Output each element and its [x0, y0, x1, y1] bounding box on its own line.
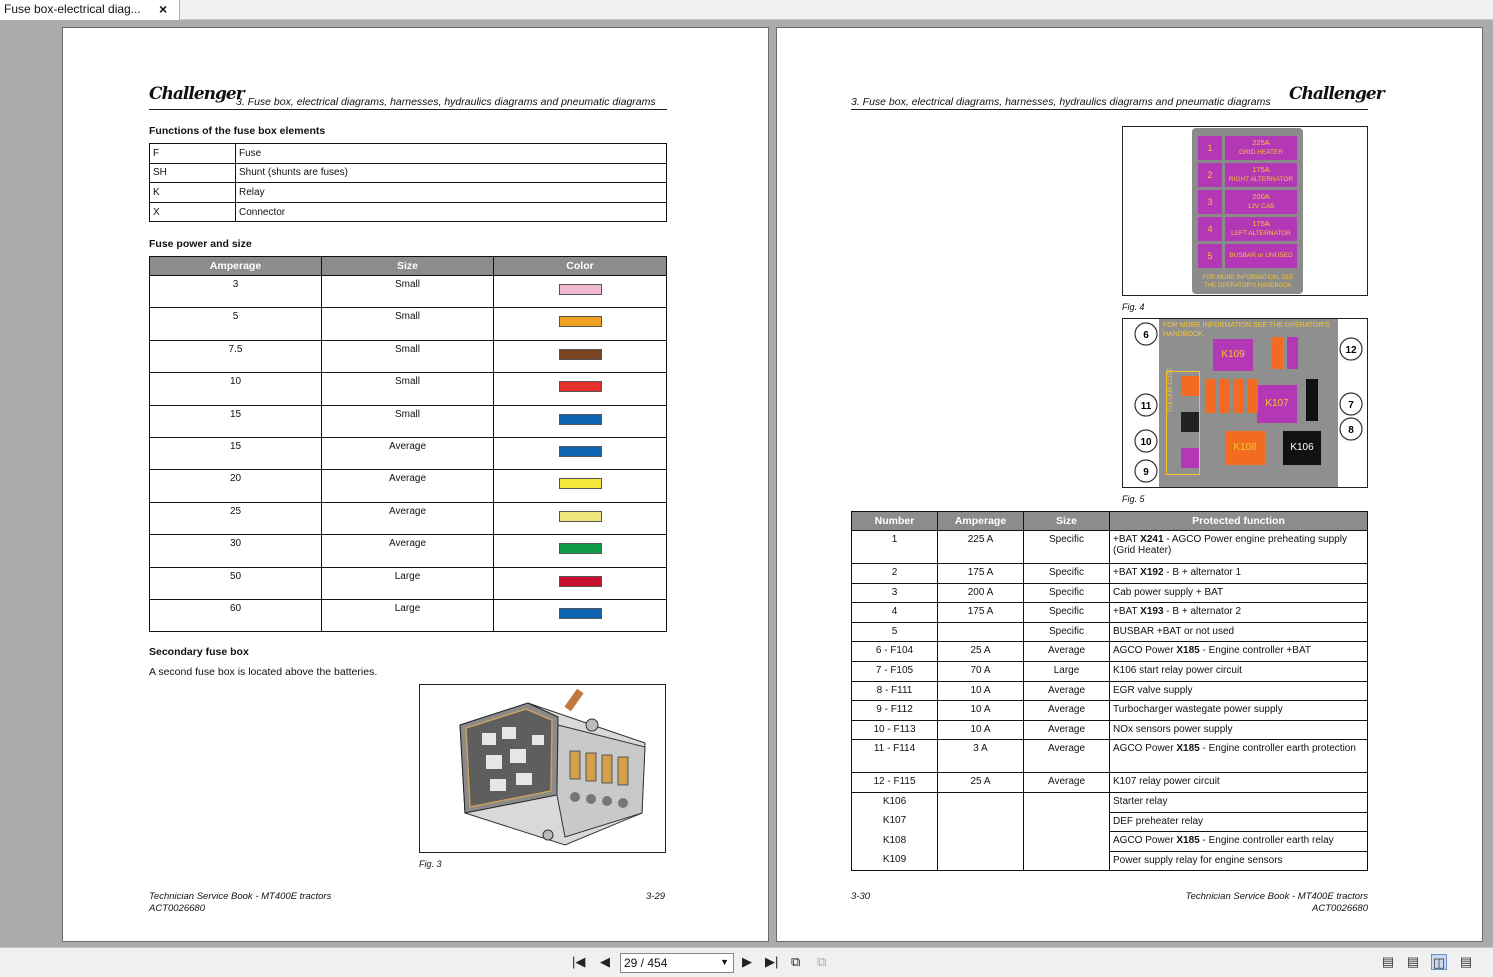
- fuse-color-swatch: [559, 511, 602, 522]
- row-amperage: 225 A: [938, 531, 1024, 564]
- row-size: Specific: [1024, 531, 1110, 564]
- relay-amperage-empty: [938, 792, 1024, 812]
- fuse-size: Average: [322, 470, 494, 502]
- row-amperage: 200 A: [938, 583, 1024, 603]
- fuse-power-title: Fuse power and size: [149, 238, 252, 250]
- function-code: X: [150, 202, 236, 222]
- function-text: BUSBAR +BAT or not used: [1113, 625, 1235, 637]
- fuse-row: [150, 502, 667, 534]
- connector-code: X241: [1140, 534, 1164, 545]
- header-protected-function: Protected function: [1110, 512, 1368, 531]
- fuse-amperage: 20: [150, 470, 322, 502]
- row-size: Average: [1024, 681, 1110, 701]
- relay-number: K107: [852, 812, 938, 832]
- function-text: NOx sensors power supply: [1113, 723, 1233, 735]
- protected-function-table: [851, 511, 1368, 871]
- page-number-input[interactable]: [620, 953, 734, 973]
- footer-code: ACT0026680: [149, 903, 205, 914]
- fig5-note-line2: HANDBOOK: [1163, 331, 1204, 338]
- fuse-color-swatch: [559, 284, 602, 295]
- fuse-amperage: 10: [150, 373, 322, 405]
- row-amperage: 175 A: [938, 603, 1024, 623]
- fuse-color-cell: [494, 373, 667, 405]
- function-text: Power supply relay for engine sensors: [1113, 854, 1283, 866]
- row-amperage: 25 A: [938, 773, 1024, 793]
- function-text-rest: - Engine controller earth relay: [1199, 835, 1334, 847]
- fig4-row-label: [1225, 244, 1297, 268]
- protection-row: [852, 661, 1368, 681]
- two-page-view-icon[interactable]: ◫: [1432, 955, 1446, 970]
- fig4-row-text: RIGHT ALTERNATOR: [1228, 176, 1294, 183]
- chapter-title: 3. Fuse box, electrical diagrams, harnesses, hydraulics diagrams and pneumatic diagrams: [851, 96, 1271, 108]
- protected-function: [1110, 851, 1368, 871]
- relay-k108: K108: [1225, 431, 1265, 465]
- fuse-row: [150, 405, 667, 437]
- protected-function: [1110, 792, 1368, 812]
- function-text-rest: - AGCO Power engine preheating supply (Grid Heater): [1113, 534, 1347, 556]
- relay-number: K109: [852, 851, 938, 871]
- row-number: 5: [852, 622, 938, 642]
- fig3-fuse-box-image: [419, 684, 666, 853]
- fig4-row-number: 5: [1198, 244, 1222, 268]
- fuse-size: Average: [322, 535, 494, 567]
- header-rule: [851, 109, 1368, 110]
- row-size: Average: [1024, 701, 1110, 721]
- row-amperage: [938, 622, 1024, 642]
- connector-code: X192: [1140, 567, 1164, 578]
- protection-row: [852, 681, 1368, 701]
- row-number: 4: [852, 603, 938, 623]
- row-number: 3: [852, 583, 938, 603]
- copy-icon[interactable]: ⧉: [791, 954, 801, 969]
- fuse-size: Average: [322, 437, 494, 469]
- brand-logo: Challenger: [149, 84, 244, 104]
- fuse-color-cell: [494, 470, 667, 502]
- protected-function: [1110, 812, 1368, 832]
- fuse-color-cell: [494, 599, 667, 631]
- continuous-view-icon[interactable]: ▤: [1406, 954, 1420, 969]
- tab-title: Fuse box-electrical diag...: [4, 2, 141, 16]
- fig4-row-text: GRID HEATER: [1239, 149, 1283, 156]
- fuse-color-cell: [494, 405, 667, 437]
- function-text: AGCO Power: [1113, 645, 1177, 657]
- callout-6: [1135, 323, 1157, 345]
- row-amperage: 175 A: [938, 564, 1024, 584]
- header-color: Color: [494, 257, 667, 276]
- page-number: 3-30: [851, 891, 871, 902]
- next-page-icon[interactable]: ▶: [742, 954, 752, 969]
- callout-number: 7: [1348, 400, 1354, 411]
- fuse-size: Small: [322, 276, 494, 308]
- function-text: DEF preheater relay: [1113, 815, 1204, 827]
- fuse-size: Large: [322, 599, 494, 631]
- function-row: [150, 144, 667, 164]
- fuse-row: [150, 276, 667, 308]
- function-text-rest: - Engine controller +BAT: [1199, 645, 1311, 657]
- row-amperage: 3 A: [938, 740, 1024, 773]
- protected-function: [1110, 740, 1368, 773]
- function-text-rest: - B + alternator 1: [1163, 567, 1242, 578]
- protection-row: [852, 740, 1368, 773]
- protection-row: [852, 642, 1368, 662]
- function-text: +BAT: [1113, 534, 1141, 545]
- row-size: Specific: [1024, 603, 1110, 623]
- relay-amperage-empty: [938, 812, 1024, 832]
- protected-function: [1110, 832, 1368, 852]
- protected-function: [1110, 661, 1368, 681]
- chapter-title: 3. Fuse box, electrical diagrams, harnesses, hydraulics diagrams and pneumatic diagrams: [236, 96, 656, 108]
- relay-size-empty: [1024, 812, 1110, 832]
- callout-10: [1135, 430, 1157, 452]
- fig3-caption: Fig. 3: [419, 859, 442, 869]
- footer-book: Technician Service Book - MT400E tractors: [1185, 891, 1368, 902]
- relay-amperage-empty: [938, 832, 1024, 852]
- function-text: Starter relay: [1113, 795, 1168, 807]
- row-amperage: 10 A: [938, 681, 1024, 701]
- fuse-amperage: 7.5: [150, 340, 322, 372]
- row-number: 8 - F111: [852, 681, 938, 701]
- header-amperage: Amperage: [150, 257, 322, 276]
- protection-row: [852, 603, 1368, 623]
- relay-size-empty: [1024, 851, 1110, 871]
- fuse-color-cell: [494, 340, 667, 372]
- footer-book: Technician Service Book - MT400E tractors: [149, 891, 332, 902]
- fuse-color-cell: [494, 535, 667, 567]
- fuse-row: [150, 308, 667, 340]
- header-number: Number: [852, 512, 938, 531]
- row-size: Large: [1024, 661, 1110, 681]
- fuse-amperage: 25: [150, 502, 322, 534]
- function-label: Fuse: [236, 144, 667, 164]
- colour-code-label: COLOUR CODE: [1168, 367, 1174, 412]
- fuse-size: Small: [322, 308, 494, 340]
- fig4-row-amperage: 200A: [1252, 192, 1270, 201]
- connector-code: X185: [1176, 645, 1200, 657]
- fig4-row-amperage: 225A: [1252, 138, 1270, 147]
- fig5-caption: Fig. 5: [1122, 494, 1145, 504]
- relay-size-empty: [1024, 832, 1110, 852]
- fuse-color-cell: [494, 308, 667, 340]
- connector-code: X185: [1176, 743, 1200, 755]
- fig5-note-line1: FOR MORE INFORMATION SEE THE OPERATOR'S: [1163, 322, 1330, 329]
- paste-icon[interactable]: ⧉: [817, 954, 827, 969]
- secondary-fuse-text: A second fuse box is located above the batteries.: [149, 666, 378, 678]
- function-code: SH: [150, 163, 236, 183]
- fig4-row-number: 2: [1198, 163, 1222, 187]
- fuse-amperage: 60: [150, 599, 322, 631]
- protected-function: [1110, 720, 1368, 740]
- secondary-fuse-title: Secondary fuse box: [149, 646, 249, 658]
- callout-7: [1340, 393, 1362, 415]
- row-number: 12 - F115: [852, 773, 938, 793]
- fig4-row-label: [1225, 190, 1297, 214]
- fuse-color-swatch: [559, 349, 602, 360]
- relay-number: K106: [852, 792, 938, 812]
- row-amperage: 10 A: [938, 701, 1024, 721]
- row-number: 2: [852, 564, 938, 584]
- callout-number: 9: [1143, 467, 1149, 478]
- relay-number: K108: [852, 832, 938, 852]
- protected-function: [1110, 701, 1368, 721]
- function-text-rest: - B + alternator 2: [1163, 606, 1242, 618]
- protected-function: [1110, 622, 1368, 642]
- callout-8: [1340, 418, 1362, 440]
- callout-number: 10: [1140, 437, 1152, 448]
- function-text: K107 relay power circuit: [1113, 776, 1220, 788]
- relay-k109: K109: [1213, 339, 1253, 371]
- fuse-size: Small: [322, 340, 494, 372]
- fuse-amperage: 50: [150, 567, 322, 599]
- relay-row: [852, 792, 1368, 812]
- fig4-label-panel: [1192, 128, 1303, 294]
- connector-code: X193: [1140, 606, 1164, 618]
- fig4-row-text: 12V CAB: [1247, 203, 1275, 210]
- row-size: Specific: [1024, 564, 1110, 584]
- row-number: 1: [852, 531, 938, 564]
- fuse-row: [150, 567, 667, 599]
- protection-row: [852, 564, 1368, 584]
- fuse-size: Small: [322, 405, 494, 437]
- callout-number: 11: [1140, 401, 1152, 412]
- function-text: EGR valve supply: [1113, 684, 1193, 696]
- fuse-row: [150, 599, 667, 631]
- function-text: AGCO Power: [1113, 835, 1177, 847]
- fuse-row: [150, 437, 667, 469]
- row-number: 6 - F104: [852, 642, 938, 662]
- fuse-color-swatch: [559, 576, 602, 587]
- close-icon[interactable]: ×: [159, 1, 168, 17]
- functions-title: Functions of the fuse box elements: [149, 125, 326, 137]
- row-size: Average: [1024, 642, 1110, 662]
- fig4-caption: Fig. 4: [1122, 302, 1145, 312]
- protected-function: [1110, 583, 1368, 603]
- fuse-color-swatch: [559, 381, 602, 392]
- callout-number: 6: [1143, 330, 1149, 341]
- row-number: 9 - F112: [852, 701, 938, 721]
- fuse-size-table: [149, 256, 667, 632]
- fig4-row-text: LEFT ALTERNATOR: [1231, 230, 1291, 237]
- row-number: 11 - F114: [852, 740, 938, 773]
- fuse-color-cell: [494, 567, 667, 599]
- protected-function: [1110, 681, 1368, 701]
- protected-function: [1110, 564, 1368, 584]
- footer-code: ACT0026680: [1312, 903, 1368, 914]
- page-right: [776, 27, 1483, 942]
- fuse-amperage: 30: [150, 535, 322, 567]
- callout-number: 8: [1348, 425, 1354, 436]
- callout-12: [1340, 338, 1362, 360]
- fig4-row-label: [1225, 136, 1297, 160]
- row-amperage: 25 A: [938, 642, 1024, 662]
- relay-k106: K106: [1283, 431, 1321, 465]
- fuse-amperage: 15: [150, 437, 322, 469]
- header-size: Size: [1024, 512, 1110, 531]
- callout-9: [1135, 460, 1157, 482]
- fig4-note-line2: THE OPERATOR'S HANDBOOK: [1204, 283, 1292, 289]
- first-page-icon[interactable]: |◀: [572, 954, 586, 969]
- brand-logo: Challenger: [1289, 84, 1384, 104]
- function-label: Shunt (shunts are fuses): [236, 163, 667, 183]
- fig4-note-line1: FOR MORE INFORMATION, SEE: [1202, 275, 1294, 281]
- document-tab[interactable]: [0, 0, 180, 20]
- protection-row: [852, 583, 1368, 603]
- function-text: Cab power supply + BAT: [1113, 586, 1224, 598]
- connector-code: X185: [1176, 835, 1200, 847]
- fig4-row-number: 4: [1198, 217, 1222, 241]
- function-text: +BAT: [1113, 606, 1141, 618]
- row-size: Specific: [1024, 622, 1110, 642]
- fuse-color-cell: [494, 276, 667, 308]
- two-page-continuous-view-icon[interactable]: ▤: [1459, 954, 1473, 969]
- row-number: 7 - F105: [852, 661, 938, 681]
- last-page-icon[interactable]: ▶|: [765, 954, 779, 969]
- protection-row: [852, 531, 1368, 564]
- fuse-color-cell: [494, 502, 667, 534]
- fuse-row: [150, 535, 667, 567]
- relay-row: [852, 812, 1368, 832]
- function-text: AGCO Power: [1113, 743, 1177, 755]
- row-size: Average: [1024, 740, 1110, 773]
- fig4-row-amperage: 175A: [1252, 219, 1270, 228]
- fig4-row-label: [1225, 217, 1297, 241]
- tab-bar: [0, 0, 1493, 20]
- fuse-size: Large: [322, 567, 494, 599]
- fig4-row-label: [1225, 163, 1297, 187]
- previous-page-icon[interactable]: ◀: [600, 954, 610, 969]
- protected-function: [1110, 531, 1368, 564]
- callout-number: 12: [1345, 345, 1357, 356]
- fig4-row-number: 3: [1198, 190, 1222, 214]
- fuse-color-swatch: [559, 543, 602, 554]
- page-left: [62, 27, 769, 942]
- row-number: 10 - F113: [852, 720, 938, 740]
- function-text: Turbocharger wastegate power supply: [1113, 704, 1283, 716]
- protection-row: [852, 773, 1368, 793]
- row-size: Specific: [1024, 583, 1110, 603]
- function-code: F: [150, 144, 236, 164]
- navigation-bar: [0, 947, 1493, 977]
- fuse-color-swatch: [559, 446, 602, 457]
- fuse-amperage: 5: [150, 308, 322, 340]
- chevron-down-icon[interactable]: ▼: [720, 957, 729, 967]
- relay-row: [852, 851, 1368, 871]
- fuse-color-cell: [494, 437, 667, 469]
- relay-size-empty: [1024, 792, 1110, 812]
- fig4-row-number: 1: [1198, 136, 1222, 160]
- fuse-row: [150, 470, 667, 502]
- function-row: [150, 163, 667, 183]
- function-text: K106 start relay power circuit: [1113, 664, 1242, 676]
- function-text: +BAT: [1113, 567, 1141, 578]
- fig4-row-amperage: 175A: [1252, 165, 1270, 174]
- fuse-color-swatch: [559, 414, 602, 425]
- protected-function: [1110, 603, 1368, 623]
- header-size: Size: [322, 257, 494, 276]
- function-row: [150, 183, 667, 203]
- fuse-row: [150, 340, 667, 372]
- row-amperage: 70 A: [938, 661, 1024, 681]
- function-label: Relay: [236, 183, 667, 203]
- protection-row: [852, 701, 1368, 721]
- protection-row: [852, 622, 1368, 642]
- protected-function: [1110, 773, 1368, 793]
- functions-table: [149, 143, 667, 222]
- page-number: 3-29: [646, 891, 666, 902]
- fig4-row-text: BUSBAR or UNUSED: [1229, 252, 1293, 259]
- single-page-view-icon[interactable]: ▤: [1381, 954, 1395, 969]
- fuse-amperage: 15: [150, 405, 322, 437]
- fuse-color-swatch: [559, 608, 602, 619]
- row-size: Average: [1024, 773, 1110, 793]
- header-rule: [149, 109, 667, 110]
- protected-function: [1110, 642, 1368, 662]
- fig4-main-fuse-label-image: [1122, 126, 1368, 296]
- fig5-secondary-fuse-label-image: [1122, 318, 1368, 488]
- protection-row: [852, 720, 1368, 740]
- row-size: Average: [1024, 720, 1110, 740]
- row-amperage: 10 A: [938, 720, 1024, 740]
- function-label: Connector: [236, 202, 667, 222]
- header-amperage: Amperage: [938, 512, 1024, 531]
- page-indicator: 29 / 454: [624, 956, 668, 970]
- callout-11: [1135, 394, 1157, 416]
- function-row: [150, 202, 667, 222]
- fuse-amperage: 3: [150, 276, 322, 308]
- fuse-size: Small: [322, 373, 494, 405]
- relay-row: [852, 832, 1368, 852]
- relay-amperage-empty: [938, 851, 1024, 871]
- fuse-row: [150, 373, 667, 405]
- relay-k107: K107: [1257, 385, 1297, 423]
- fuse-size: Average: [322, 502, 494, 534]
- fuse-color-swatch: [559, 316, 602, 327]
- function-code: K: [150, 183, 236, 203]
- fuse-color-swatch: [559, 478, 602, 489]
- function-text-rest: - Engine controller earth protection: [1199, 743, 1356, 755]
